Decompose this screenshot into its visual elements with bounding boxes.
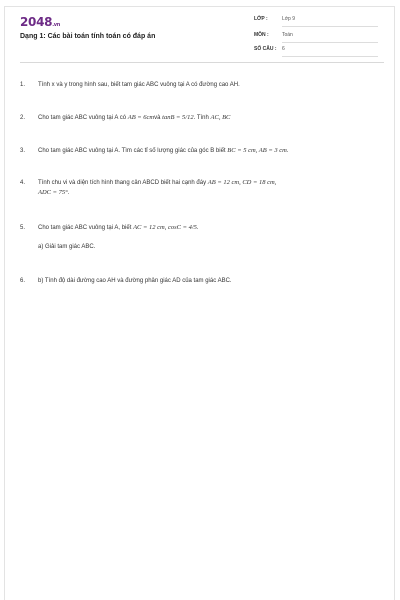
logo-suffix: .vn (52, 22, 61, 28)
question-text (38, 113, 388, 123)
question-text-part: . Tính (193, 115, 211, 121)
meta-class-label: LỚP : (254, 16, 268, 22)
logo-text: 2048 (20, 15, 53, 29)
question-number: 4. (20, 180, 26, 186)
meta-subject-value: Toán (282, 32, 378, 43)
question-text-part: Cho tam giác ABC vuông tại A, biết (38, 225, 134, 231)
question-text: Tính x và y trong hình sau, biết tam giác ABC vuông tại A có đường cao AH. (38, 82, 240, 88)
question-subpart: a) Giải tam giác ABC. (38, 244, 96, 250)
meta-subject-label: MÔN : (254, 32, 269, 38)
question-text: b) Tính độ dài đường cao AH và đường phân giác AD của tam giác ABC. (38, 278, 232, 284)
meta-class-value: Lớp 9 (282, 16, 378, 27)
question-number: 6. (20, 278, 26, 284)
site-logo[interactable] (20, 15, 60, 29)
question-number: 3. (20, 148, 26, 154)
question-text (38, 223, 388, 252)
math-expression: AC, BC (210, 114, 231, 121)
question-number: 2. (20, 115, 26, 121)
meta-count-label: SỐ CÂU : (254, 46, 277, 52)
question-text-part: Cho tam giác ABC vuông tại A. Tìm các tỉ số lượng giác của góc B biết (38, 148, 228, 154)
document-page (4, 6, 395, 600)
math-expression: tanB = 5/12 (162, 114, 194, 121)
question-text (38, 146, 388, 156)
question-number: 5. (20, 225, 26, 231)
question-text-part: Tính chu vi và diện tích hình thang cân ABCD biết hai cạnh đáy (38, 180, 208, 186)
question-number: 1. (20, 82, 26, 88)
math-expression: ADC = 75°. (38, 189, 70, 196)
math-expression: AB = 12 cm, CD = 18 cm, (207, 179, 277, 186)
math-expression: AC = 12 cm, cosC = 4/5. (133, 224, 199, 231)
question-text (38, 178, 388, 198)
math-expression: AB = 6cm (127, 114, 155, 121)
document-title: Dạng 1: Các bài toán tính toán có đáp án (20, 33, 156, 40)
question-text-part: và (154, 115, 163, 121)
header-divider (20, 62, 384, 63)
question-text-part: Cho tam giác ABC vuông tại A có (38, 115, 128, 121)
meta-count-value: 6 (282, 46, 378, 57)
math-expression: BC = 5 cm, AB = 3 cm. (227, 147, 289, 154)
